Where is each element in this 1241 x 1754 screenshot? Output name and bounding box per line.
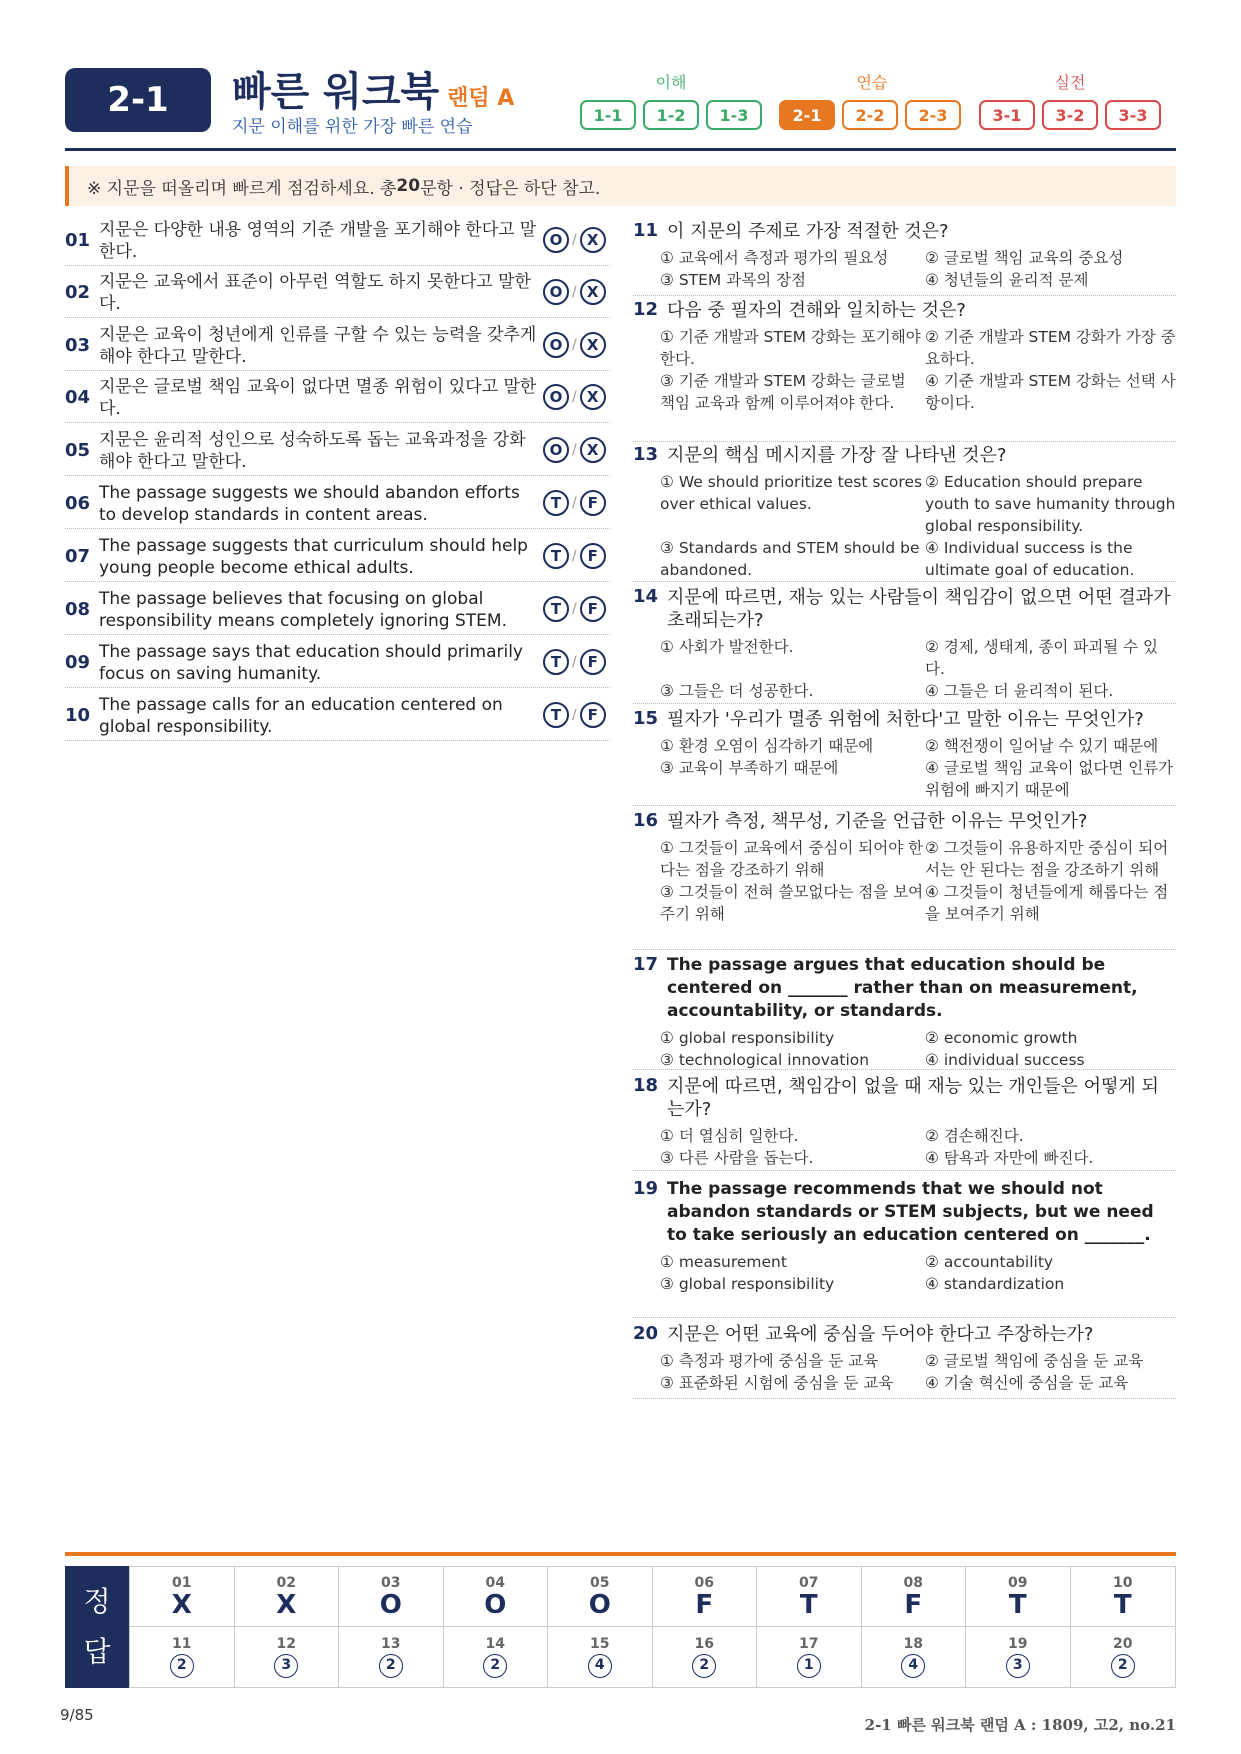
choice-t[interactable]: T [543, 702, 569, 728]
option[interactable]: ④ standardization [925, 1275, 1065, 1293]
option[interactable]: ① 사회가 발전한다. [660, 638, 794, 656]
answer-cell: 03 O [339, 1567, 444, 1627]
option[interactable]: ② Education should prepare youth to save humanity through global responsibility. [925, 473, 1176, 535]
option[interactable]: ④ individual success [925, 1051, 1085, 1069]
option[interactable]: ③ global responsibility [660, 1275, 835, 1293]
question-number: 15 [633, 708, 659, 729]
section-badge: 2-1 [65, 68, 211, 132]
question-number: 16 [633, 810, 659, 831]
source-footer: 2-1 빠른 워크북 랜덤 A : 1809, 고2, no.21 [864, 1716, 1176, 1734]
tf-item [65, 585, 610, 635]
level-button-3-1[interactable]: 3-1 [979, 100, 1035, 130]
question-text: 필자가 측정, 책무성, 기준을 언급한 이유는 무엇인가? [667, 811, 1088, 832]
page-title [232, 60, 514, 117]
option[interactable]: ② 그것들이 유용하지만 중심이 되어서는 안 된다는 점을 강조하기 위해 [925, 839, 1169, 879]
item-text: The passage calls for an education centered on global responsibility. [99, 695, 503, 737]
item-number: 06 [65, 493, 91, 514]
question-text: 필자가 '우리가 멸종 위험에 처한다'고 말한 이유는 무엇인가? [667, 709, 1144, 730]
option[interactable]: ④ 기준 개발과 STEM 강화는 선택 사항이다. [925, 372, 1176, 412]
option[interactable]: ③ 그것들이 전혀 쓸모없다는 점을 보여주기 위해 [660, 883, 924, 923]
item-text: 지문은 교육에서 표준이 아무런 역할도 하지 못한다고 말한다. [99, 272, 531, 314]
option[interactable]: ③ STEM 과목의 장점 [660, 271, 807, 289]
tf-choices: T / F [543, 490, 606, 516]
ox-item [65, 216, 610, 266]
random-label: 랜덤 A [447, 86, 515, 111]
level-button-2-1[interactable]: 2-1 [779, 100, 835, 130]
ox-choices: O / X [543, 384, 606, 410]
option[interactable]: ③ 다른 사람을 돕는다. [660, 1149, 814, 1167]
question [633, 299, 1176, 442]
choice-x[interactable]: X [580, 384, 606, 410]
question [633, 708, 1176, 806]
answer-label-bottom: 답 [83, 1635, 111, 1668]
option[interactable]: ① measurement [660, 1253, 787, 1271]
question-text: 지문에 따르면, 책임감이 없을 때 재능 있는 개인들은 어떻게 되는가? [667, 1076, 1159, 1120]
answer-cell: 05 O [548, 1567, 653, 1627]
group-label-understand: 이해 [655, 73, 687, 92]
answer-divider [65, 1552, 1176, 1556]
choice-x[interactable]: X [580, 332, 606, 358]
answer-cell: 09 T [966, 1567, 1071, 1627]
item-text: 지문은 다양한 내용 영역의 기준 개발을 포기해야 한다고 말한다. [99, 220, 537, 262]
answer-label-top: 정 [83, 1585, 111, 1618]
ox-choices: O / X [543, 332, 606, 358]
answer-cell: 12 3 [235, 1627, 340, 1687]
choice-x[interactable]: X [580, 227, 606, 253]
answer-cell: 14 2 [444, 1627, 549, 1687]
answer-cell: 07 T [757, 1567, 862, 1627]
notice-bar [65, 166, 1176, 206]
option[interactable]: ④ Individual success is the ultimate goal of education. [925, 539, 1135, 579]
tf-choices: T / F [543, 596, 606, 622]
item-text: 지문은 윤리적 성인으로 성숙하도록 돕는 교육과정을 강화해야 한다고 말한다. [99, 430, 526, 472]
option[interactable]: ④ 그들은 더 윤리적이 된다. [925, 682, 1114, 700]
choice-f[interactable]: F [580, 490, 606, 516]
option[interactable]: ③ Standards and STEM should be abandoned. [660, 539, 920, 579]
answer-cell: 04 O [444, 1567, 549, 1627]
option[interactable]: ① We should prioritize test scores over ethical values. [660, 473, 923, 513]
header-divider [65, 148, 1176, 151]
group-label-real: 실전 [1054, 73, 1086, 92]
answer-cell: 15 4 [548, 1627, 653, 1687]
question-text: 지문에 따르면, 재능 있는 사람들이 책임감이 없으면 어떤 결과가 초래되는가? [667, 587, 1171, 631]
notice-pre: ※ 지문을 떠올리며 빠르게 점검하세요. 총 [87, 178, 397, 199]
item-number: 09 [65, 652, 91, 673]
group-label-practice: 연습 [856, 73, 888, 92]
item-text: The passage believes that focusing on global responsibility means completely ignoring STEM. [99, 589, 507, 631]
answer-cell: 19 3 [966, 1627, 1071, 1687]
item-number: 02 [65, 282, 91, 303]
option[interactable]: ② 기준 개발과 STEM 강화가 가장 중요하다. [925, 328, 1176, 368]
level-button-2-2[interactable]: 2-2 [842, 100, 898, 130]
notice-count: 20 [396, 176, 421, 196]
choice-x[interactable]: X [580, 437, 606, 463]
tf-choices: T / F [543, 543, 606, 569]
item-text: 지문은 글로벌 책임 교육이 없다면 멸종 위험이 있다고 말한다. [99, 377, 537, 419]
level-button-1-2[interactable]: 1-2 [643, 100, 699, 130]
tf-choices: T / F [543, 702, 606, 728]
item-number: 04 [65, 387, 91, 408]
answer-cell: 01 X [130, 1567, 235, 1627]
ox-item [65, 321, 610, 371]
choice-t[interactable]: T [543, 649, 569, 675]
tf-item [65, 638, 610, 688]
page-number: 9/85 [60, 1706, 94, 1724]
question [633, 810, 1176, 950]
question-number: 20 [633, 1323, 659, 1344]
question [633, 1323, 1176, 1399]
question-text: The passage argues that education should be centered on _______ rather than on measurement, accountability, or standards. [667, 955, 1138, 1021]
choice-x[interactable]: X [580, 279, 606, 305]
question-text: 다음 중 필자의 견해와 일치하는 것은? [667, 300, 966, 321]
page-subtitle: 지문 이해를 위한 가장 빠른 연습 [232, 117, 473, 137]
level-button-3-3[interactable]: 3-3 [1105, 100, 1161, 130]
option[interactable]: ③ 교육이 부족하기 때문에 [660, 759, 839, 777]
answer-cell: 17 1 [757, 1627, 862, 1687]
item-text: The passage says that education should primarily focus on saving humanity. [99, 642, 523, 684]
choice-o[interactable]: O [543, 279, 569, 305]
question [633, 220, 1176, 296]
ox-item [65, 373, 610, 423]
answer-cell: 10 T [1071, 1567, 1176, 1627]
option[interactable]: ① 측정과 평가에 중심을 둔 교육 [660, 1352, 879, 1370]
question-number: 13 [633, 444, 659, 465]
title-text: 빠른 워크북 [232, 69, 440, 115]
tf-choices: T / F [543, 649, 606, 675]
item-number: 03 [65, 335, 91, 356]
answer-cell: 20 2 [1071, 1627, 1176, 1687]
option[interactable]: ② 겸손해진다. [925, 1127, 1024, 1145]
choice-t[interactable]: T [543, 596, 569, 622]
item-text: The passage suggests we should abandon efforts to develop standards in content areas. [99, 483, 520, 525]
question [633, 1075, 1176, 1171]
option[interactable]: ① 더 열심히 일한다. [660, 1127, 799, 1145]
ox-choices: O / X [543, 437, 606, 463]
level-button-1-3[interactable]: 1-3 [706, 100, 762, 130]
option[interactable]: ① 기준 개발과 STEM 강화는 포기해야 한다. [660, 328, 921, 368]
level-button-2-3[interactable]: 2-3 [905, 100, 961, 130]
choice-o[interactable]: O [543, 437, 569, 463]
question [633, 1178, 1176, 1318]
option[interactable]: ② 글로벌 책임 교육의 중요성 [925, 249, 1124, 267]
option[interactable]: ③ 표준화된 시험에 중심을 둔 교육 [660, 1374, 894, 1392]
answer-label [65, 1566, 129, 1688]
question-number: 19 [633, 1178, 659, 1199]
item-number: 01 [65, 230, 91, 251]
option[interactable]: ④ 그것들이 청년들에게 해롭다는 점을 보여주기 위해 [925, 883, 1169, 923]
option[interactable]: ① 환경 오염이 심각하기 때문에 [660, 737, 874, 755]
option[interactable]: ③ 기준 개발과 STEM 강화는 글로벌 책임 교육과 함께 이루어져야 한다. [660, 372, 906, 412]
question-text: 지문의 핵심 메시지를 가장 잘 나타낸 것은? [667, 445, 1007, 466]
option[interactable]: ③ 그들은 더 성공한다. [660, 682, 814, 700]
item-number: 07 [65, 546, 91, 567]
option[interactable]: ② 경제, 생태계, 종이 파괴될 수 있다. [925, 638, 1158, 678]
tf-item [65, 532, 610, 582]
ox-choices: O / X [543, 279, 606, 305]
ox-choices: O / X [543, 227, 606, 253]
option[interactable]: ① 그것들이 교육에서 중심이 되어야 한다는 점을 강조하기 위해 [660, 839, 924, 879]
option[interactable]: ① 교육에서 측정과 평가의 필요성 [660, 249, 889, 267]
option[interactable]: ① global responsibility [660, 1029, 835, 1047]
ox-item [65, 268, 610, 318]
answer-cell: 06 F [653, 1567, 758, 1627]
choice-o[interactable]: O [543, 384, 569, 410]
answer-cell: 13 2 [339, 1627, 444, 1687]
choice-f[interactable]: F [580, 596, 606, 622]
question [633, 444, 1176, 582]
level-button-1-1[interactable]: 1-1 [580, 100, 636, 130]
question-number: 11 [633, 220, 659, 241]
option[interactable]: ④ 청년들의 윤리적 문제 [925, 271, 1089, 289]
notice-post: 문항 · 정답은 하단 참고. [420, 178, 601, 199]
question-number: 18 [633, 1075, 659, 1096]
question-number: 14 [633, 586, 659, 607]
question-number: 17 [633, 954, 659, 975]
question [633, 954, 1176, 1070]
item-number: 08 [65, 599, 91, 620]
choice-f[interactable]: F [580, 543, 606, 569]
question-text: 지문은 어떤 교육에 중심을 두어야 한다고 주장하는가? [667, 1324, 1094, 1345]
tf-item [65, 691, 610, 741]
choice-o[interactable]: O [543, 227, 569, 253]
option[interactable]: ④ 글로벌 책임 교육이 없다면 인류가 위험에 빠지기 때문에 [925, 759, 1174, 799]
choice-f[interactable]: F [580, 702, 606, 728]
option[interactable]: ② economic growth [925, 1029, 1078, 1047]
choice-f[interactable]: F [580, 649, 606, 675]
choice-t[interactable]: T [543, 543, 569, 569]
option[interactable]: ② accountability [925, 1253, 1054, 1271]
item-text: The passage suggests that curriculum should help young people become ethical adults. [99, 536, 528, 578]
answer-cell: 02 X [235, 1567, 340, 1627]
option[interactable]: ③ technological innovation [660, 1051, 870, 1069]
option[interactable]: ④ 기술 혁신에 중심을 둔 교육 [925, 1374, 1129, 1392]
item-text: 지문은 교육이 청년에게 인류를 구할 수 있는 능력을 갖추게 해야 한다고 말한다. [99, 325, 537, 367]
question [633, 586, 1176, 704]
answer-cell: 18 4 [862, 1627, 967, 1687]
item-number: 10 [65, 705, 91, 726]
answer-cell: 08 F [862, 1567, 967, 1627]
option[interactable]: ④ 탐욕과 자만에 빠진다. [925, 1149, 1094, 1167]
option[interactable]: ② 글로벌 책임에 중심을 둔 교육 [925, 1352, 1144, 1370]
question-number: 12 [633, 299, 659, 320]
item-number: 05 [65, 440, 91, 461]
ox-item [65, 426, 610, 476]
choice-o[interactable]: O [543, 332, 569, 358]
level-button-3-2[interactable]: 3-2 [1042, 100, 1098, 130]
question-text: 이 지문의 주제로 가장 적절한 것은? [667, 221, 949, 242]
choice-t[interactable]: T [543, 490, 569, 516]
answer-key [129, 1566, 1176, 1688]
option[interactable]: ② 핵전쟁이 일어날 수 있기 때문에 [925, 737, 1159, 755]
tf-item [65, 479, 610, 529]
question-text: The passage recommends that we should not abandon standards or STEM subjects, but we need to take seriously an education centered on _______. [667, 1179, 1154, 1245]
answer-cell: 16 2 [653, 1627, 758, 1687]
answer-cell: 11 2 [130, 1627, 235, 1687]
